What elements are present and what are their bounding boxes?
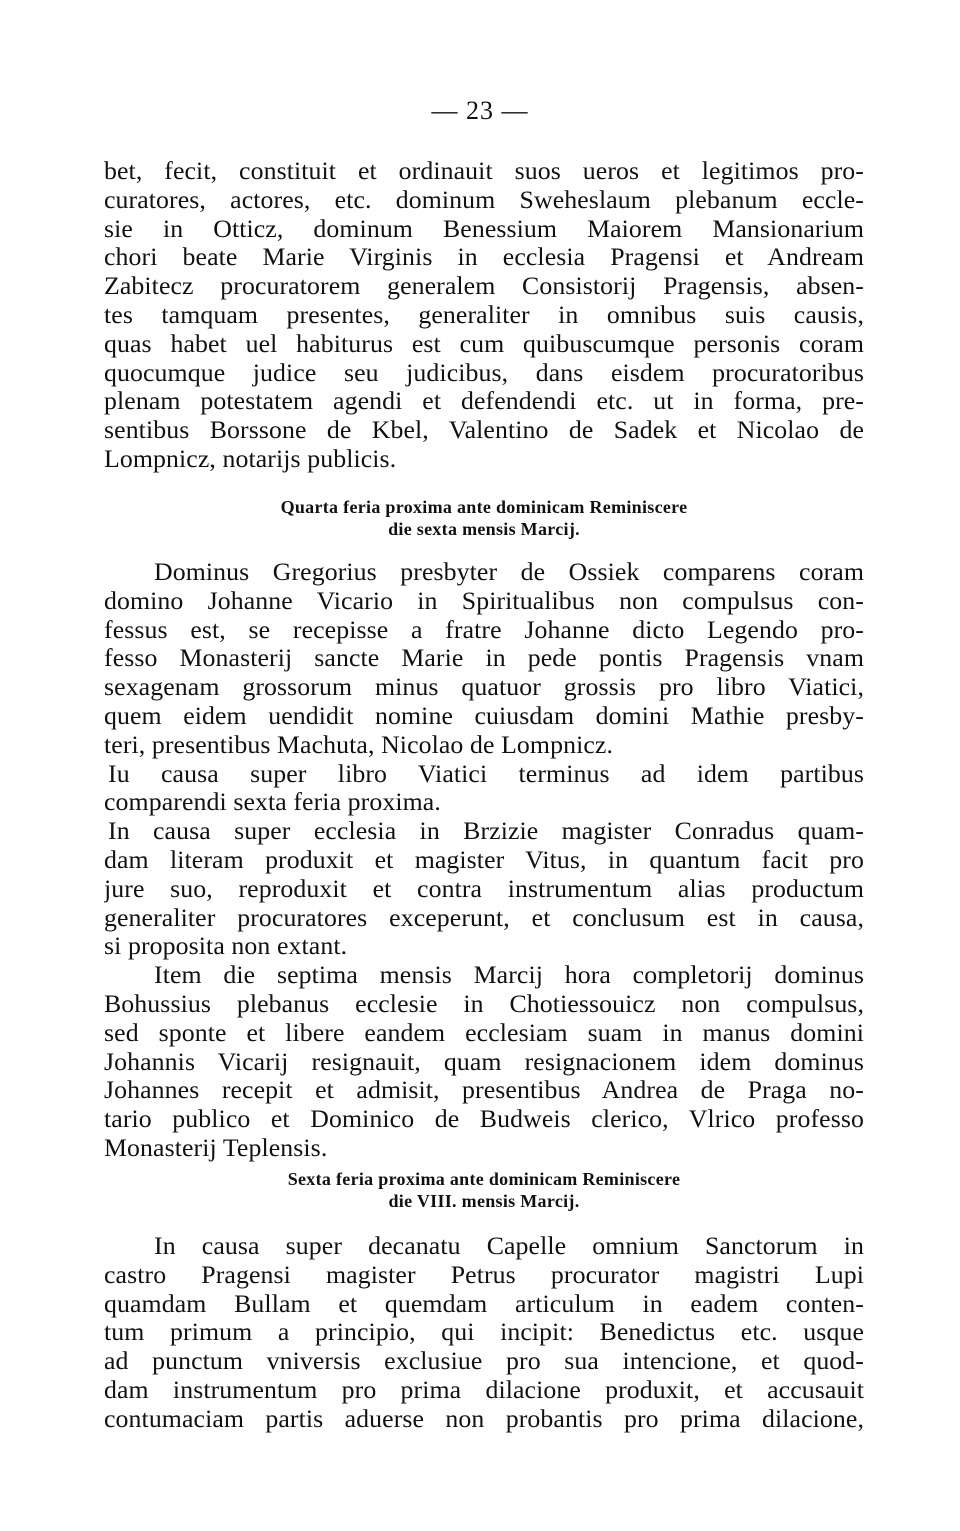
- text-line: sie in Otticz, dominum Benessium Maiorem Mansionarium: [104, 214, 864, 243]
- text-line: Lompnicz, notarijs publicis.: [104, 444, 397, 473]
- text-line: teri, presentibus Machuta, Nicolao de Lompnicz.: [104, 730, 614, 759]
- text-line: Bohussius plebanus ecclesie in Chotiessouicz non compulsus,: [104, 989, 864, 1018]
- text-line: sexagenam grossorum minus quatuor grossis pro libro Viatici,: [104, 673, 864, 702]
- text-line: sentibus Borssone de Kbel, Valentino de Sadek et Nicolao de: [104, 416, 864, 445]
- text-line: chori beate Marie Virginis in ecclesia Pragensi et Andream: [104, 243, 864, 272]
- text-line: Item die septima mensis Marcij hora completorij dominus: [154, 961, 864, 990]
- section-body: [104, 1232, 864, 1434]
- text-line: sed sponte et libere eandem ecclesiam suam in manus domini: [104, 1018, 864, 1047]
- text-line: quamdam Bullam et quemdam articulum in eadem conten-: [104, 1289, 864, 1318]
- section-body: [104, 558, 864, 1163]
- text-line: fesso Monasterij sancte Marie in pede pontis Pragensis vnam: [104, 644, 864, 673]
- text-line: plenam potestatem agendi et defendendi etc. ut in forma, pre-: [104, 387, 864, 416]
- text-line: In causa super ecclesia in Brzizie magister Conradus quam-: [108, 817, 864, 846]
- text-line: Zabitecz procuratorem generalem Consistorij Pragensis, absen-: [104, 272, 864, 301]
- text-line: ad punctum vniversis exclusiue pro sua intencione, et quod-: [104, 1347, 864, 1376]
- text-line: si proposita non extant.: [104, 932, 348, 961]
- page-number: — 23 —: [431, 96, 529, 125]
- text-line: In causa super decanatu Capelle omnium Sanctorum in: [154, 1232, 864, 1260]
- rubric-line: die sexta mensis Marcij.: [388, 519, 580, 539]
- text-line: comparendi sexta feria proxima.: [104, 788, 441, 817]
- text-line: dam literam produxit et magister Vitus, in quantum facit pro: [104, 845, 864, 874]
- rubric-heading: [104, 1168, 864, 1212]
- text-line: jure suo, reproduxit et contra instrumentum alias productum: [104, 874, 864, 903]
- text-line: tum primum a principio, qui incipit: Benedictus etc. usque: [104, 1318, 864, 1347]
- text-line: quem eidem uendidit nomine cuiusdam domini Mathie presby-: [104, 701, 864, 730]
- text-line: Johannis Vicarij resignauit, quam resignacionem idem dominus: [104, 1047, 864, 1076]
- text-line: Iu causa super libro Viatici terminus ad idem partibus: [108, 759, 864, 788]
- rubric-line: die VIII. mensis Marcij.: [388, 1191, 580, 1211]
- text-line: Johannes recepit et admisit, presentibus Andrea de Praga no-: [104, 1076, 864, 1105]
- text-line: fessus est, se recepisse a fratre Johanne dicto Legendo pro-: [104, 615, 864, 644]
- text-line: Dominus Gregorius presbyter de Ossiek comparens coram: [154, 558, 864, 586]
- text-line: quas habet uel habiturus est cum quibuscumque personis coram: [104, 329, 864, 358]
- text-line: castro Pragensi magister Petrus procurator magistri Lupi: [104, 1260, 864, 1289]
- rubric-line: Sexta feria proxima ante dominicam Reminiscere: [287, 1169, 681, 1189]
- text-line: tes tamquam presentes, generaliter in omnibus suis causis,: [104, 300, 864, 329]
- text-line: Monasterij Teplensis.: [104, 1133, 328, 1162]
- rubric-line: Quarta feria proxima ante dominicam Reminiscere: [280, 497, 688, 517]
- text-line: domino Johanne Vicario in Spiritualibus non compulsus con-: [104, 586, 864, 615]
- text-line: dam instrumentum pro prima dilacione produxit, et accusauit: [104, 1375, 864, 1404]
- text-line: tario publico et Dominico de Budweis clerico, Vlrico professo: [104, 1105, 864, 1134]
- text-line: contumaciam partis aduerse non probantis pro prima dilacione,: [104, 1404, 864, 1433]
- rubric-heading: [104, 496, 864, 540]
- text-line: generaliter procuratores exceperunt, et conclusum est in causa,: [104, 903, 864, 932]
- text-line: curatores, actores, etc. dominum Sweheslaum plebanum eccle-: [104, 185, 864, 214]
- paragraph-opening: [104, 157, 864, 474]
- text-line: bet, fecit, constituit et ordinauit suos ueros et legitimos pro-: [104, 157, 864, 185]
- text-line: quocumque judice seu judicibus, dans eisdem procuratoribus: [104, 358, 864, 387]
